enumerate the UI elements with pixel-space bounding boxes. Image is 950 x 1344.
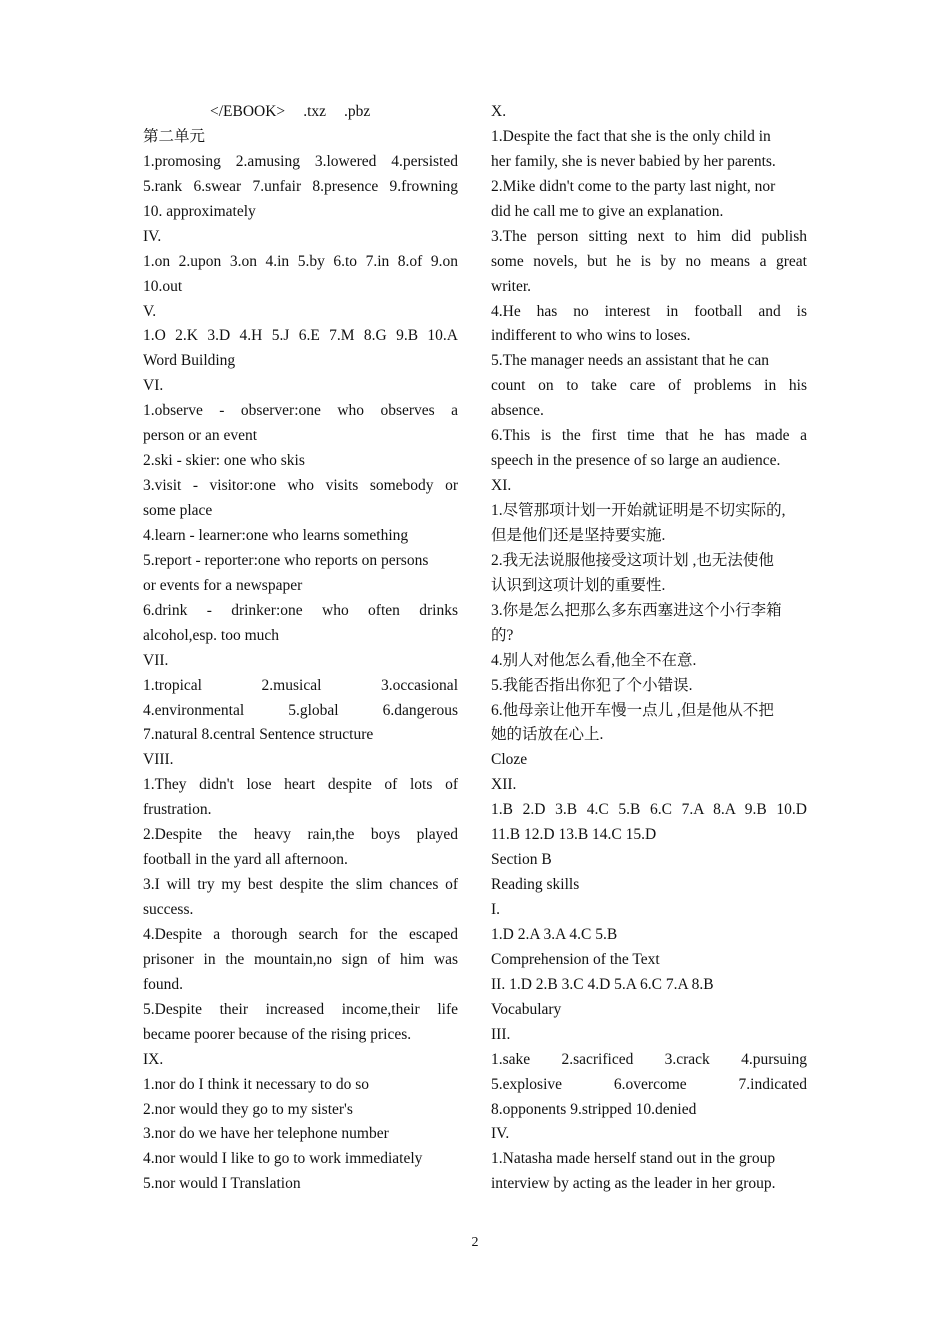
text-line: Word Building <box>143 352 236 370</box>
page-number: 2 <box>471 1235 479 1250</box>
text-line: 3.The person sitting next to him did publish <box>491 227 807 245</box>
text-line: 1.B 2.D 3.B 4.C 5.B 6.C 7.A 8.A 9.B 10.D <box>491 801 807 819</box>
text-line: speech in the presence of so large an audience. <box>491 452 781 470</box>
text-line: 11.B 12.D 13.B 14.C 15.D <box>491 826 657 844</box>
text-line: 第二单元 <box>143 127 206 145</box>
text-line: 4.别人对他怎么看,他全不在意. <box>491 651 697 669</box>
text-line: did he call me to give an explanation. <box>491 202 724 220</box>
text-line: 4.learn - learner:one who learns something <box>143 526 409 544</box>
text-line: indifferent to who wins to loses. <box>491 327 691 345</box>
text-line: 1.tropical 2.musical 3.occasional <box>143 676 458 694</box>
text-line: 7.natural 8.central Sentence structure <box>143 726 374 744</box>
text-line: IV. <box>143 227 162 245</box>
text-line: 5.explosive 6.overcome 7.indicated <box>491 1075 807 1093</box>
text-line: III. <box>491 1025 511 1043</box>
text-line: Section B <box>491 851 552 869</box>
text-line: Vocabulary <box>491 1000 562 1018</box>
text-line: 4.environmental 5.global 6.dangerous <box>143 701 458 719</box>
text-line: some place <box>143 502 213 519</box>
text-line: 5.report - reporter:one who reports on persons <box>143 551 429 569</box>
text-line: 4.nor would I like to go to work immediately <box>143 1150 423 1168</box>
text-line: 3.visit - visitor:one who visits somebody or <box>143 477 458 495</box>
text-line: 2.Despite the heavy rain,the boys played <box>143 826 458 844</box>
right-column-text <box>491 100 807 1197</box>
ebook-header <box>143 100 458 125</box>
text-line: Comprehension of the Text <box>491 950 660 968</box>
text-line: became poorer because of the rising prices. <box>143 1025 412 1043</box>
text-line: 1.尽管那项计划一开始就证明是不切实际的, <box>491 502 786 519</box>
text-line: 1.Natasha made herself stand out in the group <box>491 1150 776 1168</box>
text-line: 1.Despite the fact that she is the only child in <box>491 127 771 145</box>
text-line: 1.sake 2.sacrificed 3.crack 4.pursuing <box>491 1050 807 1068</box>
text-line: 4.Despite a thorough search for the escaped <box>143 925 458 943</box>
text-line: 5.rank 6.swear 7.unfair 8.presence 9.frowning <box>143 177 458 195</box>
text-line: count on to take care of problems in his <box>491 377 807 395</box>
text-line: IV. <box>491 1125 510 1143</box>
text-line: 1.D 2.A 3.A 4.C 5.B <box>491 925 618 943</box>
text-line: II. 1.D 2.B 3.C 4.D 5.A 6.C 7.A 8.B <box>491 975 714 993</box>
text-line: 6.他母亲让他开车慢一点儿 ,但是他从不把 <box>491 701 774 719</box>
text-line: V. <box>143 302 157 320</box>
text-line: X. <box>491 103 507 120</box>
right-column <box>491 100 807 1197</box>
text-line: Reading skills <box>491 876 580 894</box>
text-line: 10.out <box>143 277 183 295</box>
text-line: 6.drink - drinker:one who often drinks <box>143 601 458 619</box>
ebook-ext-txz: .txz <box>303 103 326 120</box>
text-line: VIII. <box>143 751 174 769</box>
text-line: found. <box>143 975 184 993</box>
text-line: absence. <box>491 402 544 420</box>
text-line: some novels, but he is by no means a great <box>491 252 807 270</box>
text-line: I. <box>491 901 501 918</box>
text-line: 8.opponents 9.stripped 10.denied <box>491 1100 697 1118</box>
text-line: 2.ski - skier: one who skis <box>143 452 305 470</box>
text-line: 5.nor would I Translation <box>143 1175 301 1193</box>
text-line: 5.Despite their increased income,their life <box>143 1000 458 1018</box>
text-line: writer. <box>491 277 532 295</box>
text-line: alcohol,esp. too much <box>143 626 280 644</box>
left-column <box>143 100 458 1197</box>
text-line: 5.The manager needs an assistant that he can <box>491 352 770 370</box>
text-line: XI. <box>491 477 512 495</box>
text-line: 5.我能否指出你犯了个小错误. <box>491 676 693 694</box>
text-line: frustration. <box>143 801 212 819</box>
text-line: or events for a newspaper <box>143 576 303 594</box>
text-line: 3.你是怎么把那么多东西塞进这个小行李箱 <box>491 601 782 619</box>
text-line: 1.on 2.upon 3.on 4.in 5.by 6.to 7.in 8.of 9.on <box>143 252 458 270</box>
text-line: 4.He has no interest in football and is <box>491 302 807 320</box>
text-line: 2.我无法说服他接受这项计划 ,也无法使他 <box>491 551 774 569</box>
text-line: 1.O 2.K 3.D 4.H 5.J 6.E 7.M 8.G 9.B 10.A <box>143 327 458 345</box>
text-line: 的? <box>491 626 514 644</box>
text-line: interview by acting as the leader in her group. <box>491 1175 776 1193</box>
text-line: 但是他们还是坚持要实施. <box>491 526 666 544</box>
ebook-tag: </EBOOK> <box>210 103 286 120</box>
text-line: VI. <box>143 377 164 395</box>
text-line: football in the yard all afternoon. <box>143 851 348 869</box>
text-line: 3.I will try my best despite the slim chances of <box>143 876 458 894</box>
ebook-ext-pbz: .pbz <box>344 103 371 120</box>
text-line: 1.They didn't lose heart despite of lots of <box>143 776 458 794</box>
text-line: 认识到这项计划的重要性. <box>491 576 666 594</box>
text-line: IX. <box>143 1050 164 1068</box>
text-line: 1.observe - observer:one who observes a <box>143 402 458 420</box>
text-line: 1.nor do I think it necessary to do so <box>143 1075 370 1093</box>
text-line: 10. approximately <box>143 202 256 220</box>
left-column-text <box>143 125 458 1197</box>
text-line: 2.Mike didn't come to the party last night, nor <box>491 177 776 195</box>
text-line: prisoner in the mountain,no sign of him was <box>143 950 458 968</box>
text-line: 6.This is the first time that he has made a <box>491 427 807 445</box>
text-line: person or an event <box>143 427 258 445</box>
text-line: 她的话放在心上. <box>491 726 604 744</box>
text-line: 2.nor would they go to my sister's <box>143 1100 353 1118</box>
text-line: 3.nor do we have her telephone number <box>143 1125 389 1143</box>
text-line: VII. <box>143 651 169 669</box>
text-line: her family, she is never babied by her parents. <box>491 152 776 170</box>
text-line: Cloze <box>491 751 528 769</box>
text-line: 1.promosing 2.amusing 3.lowered 4.persisted <box>143 152 458 170</box>
text-line: success. <box>143 901 194 918</box>
text-line: XII. <box>491 776 517 794</box>
